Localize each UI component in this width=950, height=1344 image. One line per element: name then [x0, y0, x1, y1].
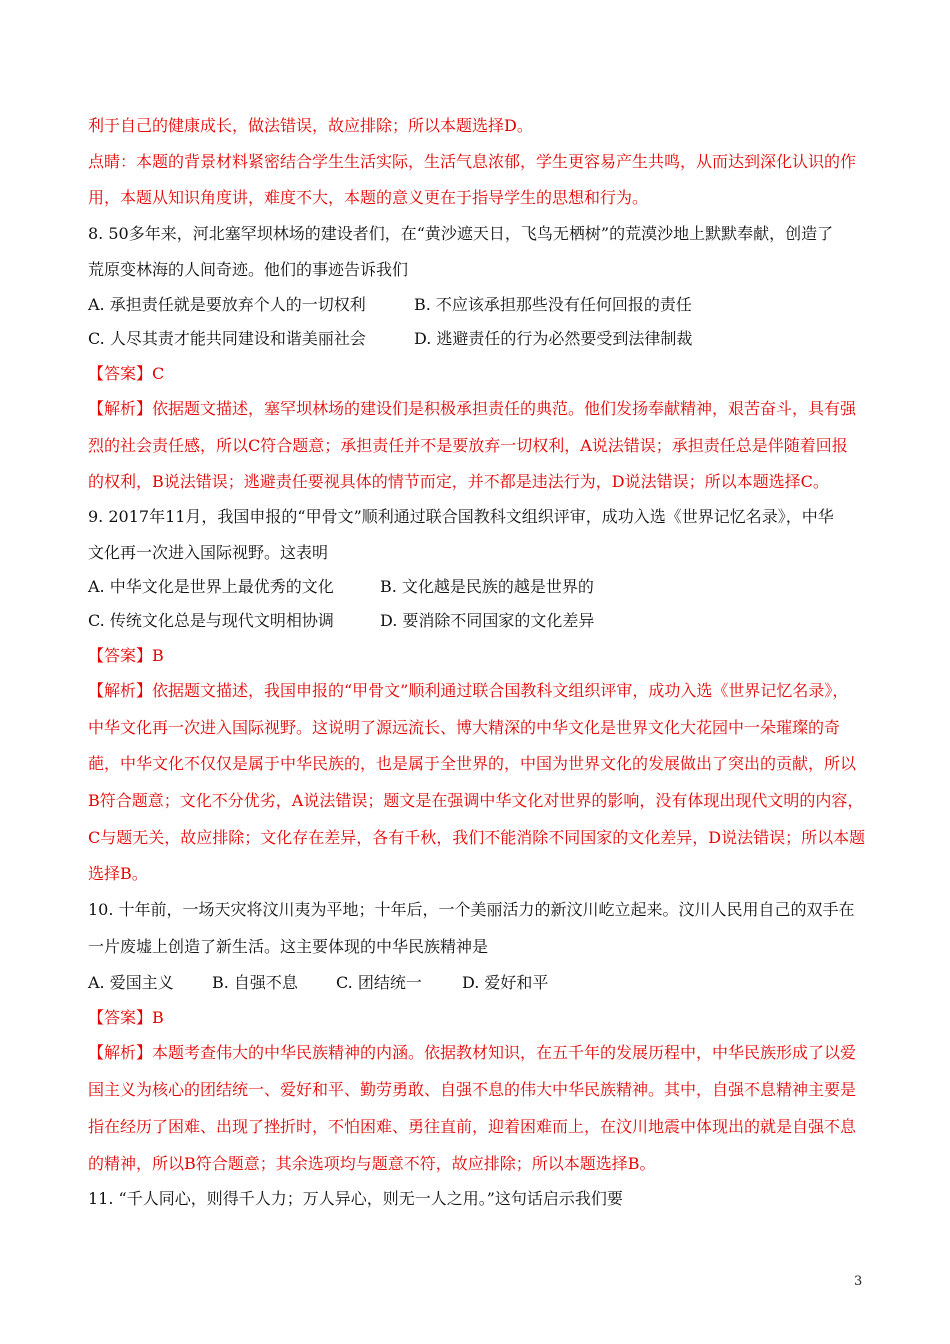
q10-option-c: C. 团结统一 — [336, 973, 422, 992]
note-line-1: 点睛：本题的背景材料紧密结合学生生活实际，生活气息浓郁，学生更容易产生共鸣，从而达到深化认识的作 — [88, 152, 857, 171]
q8-stem-line-1: 8. 50多年来，河北塞罕坝林场的建设者们，在“黄沙遮天日，飞鸟无栖树”的荒漠沙地上默默奉献，创造了 — [88, 224, 834, 243]
q8-stem-line-2: 荒原变林海的人间奇迹。他们的事迹告诉我们 — [88, 260, 409, 279]
q11-stem-line-1: 11. “千人同心，则得千人力；万人异心，则无一人之用。”这句话启示我们要 — [88, 1189, 623, 1208]
q8-analysis-line-2: 烈的社会责任感，所以C符合题意；承担责任并不是要放弃一切权利，A说法错误；承担责任总是伴随着回报 — [88, 436, 848, 455]
q9-option-a: A. 中华文化是世界上最优秀的文化 — [88, 577, 334, 596]
q9-analysis-line-4: B符合题意；文化不分优劣，A说法错误；题文是在强调中华文化对世界的影响，没有体现出现代文明的内容， — [88, 791, 864, 810]
q9-stem-line-2: 文化再一次进入国际视野。这表明 — [88, 543, 329, 562]
q10-answer: 【答案】B — [88, 1008, 164, 1027]
q10-analysis-line-4: 的精神，所以B符合题意；其余选项均与题意不符，故应排除；所以本题选择B。 — [88, 1154, 656, 1173]
q10-analysis-line-1: 【解析】本题考查伟大的中华民族精神的内涵。依据教材知识，在五千年的发展历程中，中华民族形成了以爱 — [88, 1043, 857, 1062]
q10-stem-line-1: 10. 十年前，一场天灾将汶川夷为平地；十年后，一个美丽活力的新汶川屹立起来。汶川人民用自己的双手在 — [88, 900, 855, 919]
q9-option-d: D. 要消除不同国家的文化差异 — [380, 611, 595, 630]
q9-analysis-line-2: 中华文化再一次进入国际视野。这说明了源远流长、博大精深的中华文化是世界文化大花园中一朵璀璨的奇 — [88, 718, 841, 737]
q9-analysis-line-6: 选择B。 — [88, 864, 148, 883]
q8-option-c: C. 人尽其责才能共同建设和谐美丽社会 — [88, 329, 366, 348]
q10-stem-line-2: 一片废墟上创造了新生活。这主要体现的中华民族精神是 — [88, 937, 489, 956]
q8-analysis-line-3: 的权利，B说法错误；逃避责任要视具体的情节而定，并不都是违法行为，D说法错误；所以本题选择C。 — [88, 472, 829, 491]
prev-analysis-line: 利于自己的健康成长，做法错误，故应排除；所以本题选择D。 — [88, 116, 533, 135]
q10-option-a: A. 爱国主义 — [88, 973, 174, 992]
q8-option-b: B. 不应该承担那些没有任何回报的责任 — [414, 295, 692, 314]
q9-answer: 【答案】B — [88, 646, 164, 665]
q9-option-c: C. 传统文化总是与现代文明相协调 — [88, 611, 334, 630]
q8-option-a: A. 承担责任就是要放弃个人的一切权利 — [88, 295, 366, 314]
q9-option-b: B. 文化越是民族的越是世界的 — [380, 577, 594, 596]
note-line-2: 用，本题从知识角度讲，难度不大，本题的意义更在于指导学生的思想和行为。 — [88, 188, 649, 207]
q8-analysis-line-1: 【解析】依据题文描述，塞罕坝林场的建设们是积极承担责任的典范。他们发扬奉献精神，艰苦奋斗，具有强 — [88, 399, 857, 418]
q8-answer: 【答案】C — [88, 364, 165, 383]
q10-analysis-line-2: 国主义为核心的团结统一、爱好和平、勤劳勇敢、自强不息的伟大中华民族精神。其中，自强不息精神主要是 — [88, 1080, 857, 1099]
q9-analysis-line-3: 葩，中华文化不仅仅是属于中华民族的，也是属于全世界的，中国为世界文化的发展做出了突出的贡献，所以 — [88, 754, 857, 773]
page-number: 3 — [854, 1274, 863, 1289]
q10-analysis-line-3: 指在经历了困难、出现了挫折时，不怕困难、勇往直前，迎着困难而上，在汶川地震中体现出的就是自强不息 — [88, 1117, 857, 1136]
q9-analysis-line-5: C与题无关，故应排除；文化存在差异，各有千秋，我们不能消除不同国家的文化差异，D说法错误；所以本题 — [88, 828, 866, 847]
q10-option-d: D. 爱好和平 — [462, 973, 549, 992]
q10-option-b: B. 自强不息 — [212, 973, 298, 992]
q9-analysis-line-1: 【解析】依据题文描述，我国申报的“甲骨文”顺利通过联合国教科文组织评审，成功入选《世界记忆名录》， — [88, 681, 849, 700]
q8-option-d: D. 逃避责任的行为必然要受到法律制裁 — [414, 329, 693, 348]
q9-stem-line-1: 9. 2017年11月，我国申报的“甲骨文”顺利通过联合国教科文组织评审，成功入选《世界记忆名录》，中华 — [88, 507, 834, 526]
